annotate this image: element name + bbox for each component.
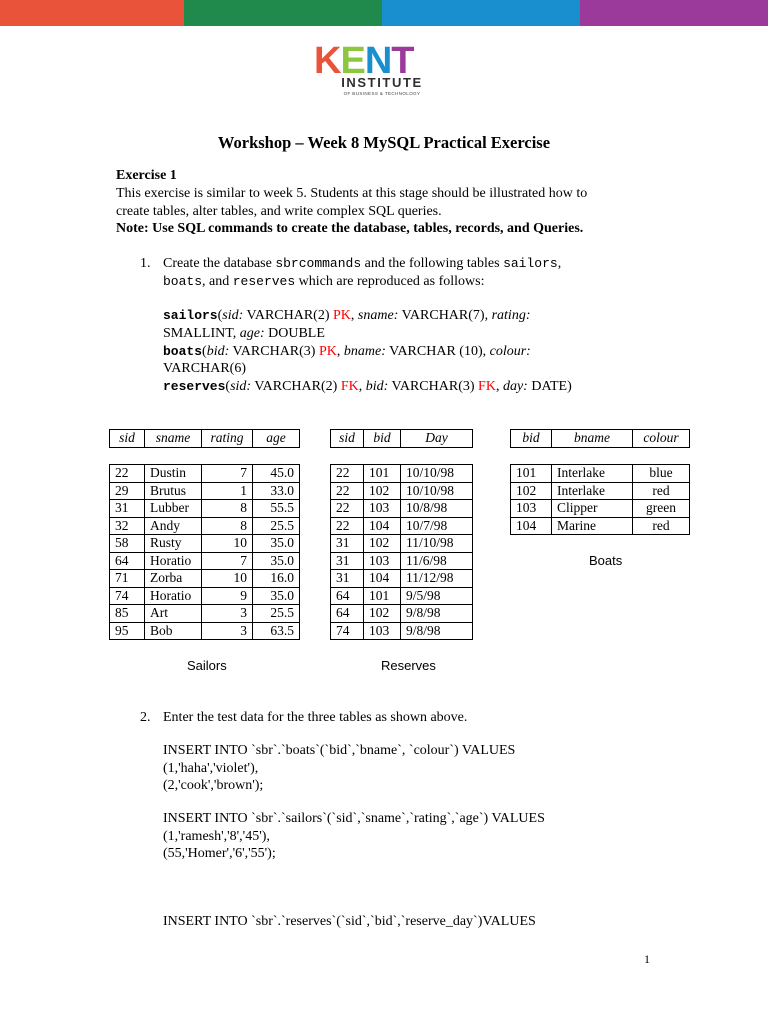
table-cell: 11/10/98: [401, 535, 473, 553]
reserves-caption: Reserves: [381, 658, 436, 673]
boats-schema-line-1: [163, 343, 531, 361]
sailors-insert-value: (1,'ramesh','8','45'),: [163, 829, 270, 844]
table-cell: 7: [202, 465, 253, 483]
step-1-text-a: Create the database: [163, 256, 276, 271]
table-cell: Bob: [145, 622, 202, 640]
table-cell: 102: [511, 482, 552, 500]
field-day: day:: [502, 379, 528, 394]
logo-letter: T: [391, 40, 414, 82]
step-1-comma: ,: [557, 256, 562, 271]
table-cell: Interlake: [552, 465, 633, 483]
logo-institute-text: INSTITUTE: [341, 75, 423, 90]
table-cell: Zorba: [145, 570, 202, 588]
table-row: [110, 605, 300, 623]
table-cell: 25.5: [253, 605, 300, 623]
step-2-number: 2.: [140, 710, 151, 725]
table-cell: 10: [202, 570, 253, 588]
table-row: [331, 465, 473, 483]
table-cell: 11/12/98: [401, 570, 473, 588]
table-cell: 10/10/98: [401, 465, 473, 483]
table-row: [110, 482, 300, 500]
boats-insert-value: (2,'cook','brown');: [163, 778, 264, 793]
table-cell: green: [633, 500, 690, 518]
field-colour: colour:: [489, 344, 531, 359]
sailors-caption: Sailors: [187, 658, 227, 673]
table-cell: 3: [202, 605, 253, 623]
table-row: [331, 570, 473, 588]
table-row: [331, 517, 473, 535]
boats-table: [510, 464, 690, 535]
table-cell: 7: [202, 552, 253, 570]
column-header: bname: [552, 430, 633, 448]
table-cell: 8: [202, 500, 253, 518]
table-cell: 85: [110, 605, 145, 623]
table-row: [511, 465, 690, 483]
type: DATE): [527, 379, 572, 394]
column-header: sid: [110, 430, 145, 448]
boats-schema-name: boats: [163, 344, 203, 359]
table-cell: 103: [364, 500, 401, 518]
page-number: 1: [644, 952, 650, 966]
column-header: Day: [401, 430, 473, 448]
table-cell: Horatio: [145, 587, 202, 605]
type: VARCHAR(2): [243, 308, 334, 323]
table-cell: red: [633, 517, 690, 535]
step-2-text: Enter the test data for the three tables as shown above.: [163, 710, 468, 725]
field-bname: bname:: [343, 344, 386, 359]
table-header-row: [110, 430, 300, 448]
table-cell: 71: [110, 570, 145, 588]
table-row: [110, 570, 300, 588]
table-cell: red: [633, 482, 690, 500]
intro-line-2: create tables, alter tables, and write complex SQL queries.: [116, 204, 442, 219]
table-cell: 8: [202, 517, 253, 535]
table-cell: 10/10/98: [401, 482, 473, 500]
pk-marker: PK: [333, 308, 351, 323]
table-row: [110, 535, 300, 553]
table-row: [110, 465, 300, 483]
table-cell: 64: [331, 587, 364, 605]
table-row: [331, 622, 473, 640]
table-row: [331, 587, 473, 605]
field-bid: bid:: [206, 344, 230, 359]
table-cell: 55.5: [253, 500, 300, 518]
table-cell: 10/7/98: [401, 517, 473, 535]
type: SMALLINT,: [163, 326, 240, 341]
boats-code: boats: [163, 274, 203, 289]
sailors-schema-line-1: [163, 307, 530, 325]
table-cell: 58: [110, 535, 145, 553]
exercise-heading: Exercise 1: [116, 168, 177, 183]
type: VARCHAR(7),: [398, 308, 492, 323]
field-rating: rating:: [491, 308, 531, 323]
table-cell: 3: [202, 622, 253, 640]
paren: (: [202, 344, 207, 359]
color-bar-segment: [184, 0, 382, 26]
table-cell: 31: [110, 500, 145, 518]
table-cell: 33.0: [253, 482, 300, 500]
logo-letter: K: [314, 40, 341, 82]
intro-line-1: This exercise is similar to week 5. Students at this stage should be illustrated how to: [116, 186, 588, 201]
table-cell: 102: [364, 605, 401, 623]
reserves-code: reserves: [232, 274, 296, 289]
table-cell: 74: [110, 587, 145, 605]
table-cell: 16.0: [253, 570, 300, 588]
table-cell: 104: [364, 517, 401, 535]
table-cell: 103: [364, 552, 401, 570]
sailors-schema-line-2: [163, 325, 325, 343]
field-age: age:: [239, 326, 265, 341]
paren: (: [225, 379, 231, 394]
step-1-text-c: , and: [202, 274, 233, 289]
table-cell: 35.0: [253, 535, 300, 553]
table-cell: 35.0: [253, 587, 300, 605]
table-cell: 64: [331, 605, 364, 623]
type: VARCHAR (10),: [385, 344, 490, 359]
boats-insert-value: (1,'haha','violet'),: [163, 761, 259, 776]
table-cell: 35.0: [253, 552, 300, 570]
note-text: : Use SQL commands to create the database, tables, records, and Queries.: [144, 221, 584, 236]
column-header: rating: [202, 430, 253, 448]
table-row: [110, 622, 300, 640]
step-1-number: 1.: [140, 256, 151, 271]
sailors-insert-value: (55,'Homer','6','55');: [163, 846, 276, 861]
table-row: [110, 517, 300, 535]
field-sname: sname:: [357, 308, 399, 323]
reserves-insert-statement: INSERT INTO `sbr`.`reserves`(`sid`,`bid`,`reserve_day`)VALUES: [163, 914, 536, 929]
column-header: colour: [633, 430, 690, 448]
logo-wordmark: [314, 40, 414, 82]
table-cell: 104: [511, 517, 552, 535]
table-row: [331, 535, 473, 553]
pk-marker: PK: [318, 344, 337, 359]
table-row: [110, 552, 300, 570]
boats-header-table: [510, 429, 690, 448]
paren: (: [217, 308, 223, 323]
field-sid: sid:: [230, 379, 252, 394]
column-header: bid: [511, 430, 552, 448]
table-cell: 9: [202, 587, 253, 605]
field-bid: bid:: [365, 379, 389, 394]
column-header: bid: [364, 430, 401, 448]
table-cell: 31: [331, 535, 364, 553]
table-cell: Interlake: [552, 482, 633, 500]
sailors-code: sailors: [503, 256, 558, 271]
table-row: [110, 587, 300, 605]
table-cell: Andy: [145, 517, 202, 535]
table-cell: 101: [364, 465, 401, 483]
table-cell: 64: [110, 552, 145, 570]
step-1-text-d: which are reproduced as follows:: [295, 274, 485, 289]
table-cell: 31: [331, 552, 364, 570]
table-cell: 31: [331, 570, 364, 588]
table-cell: 103: [364, 622, 401, 640]
sep: ,: [358, 379, 366, 394]
logo-letter: N: [364, 40, 392, 82]
table-cell: 45.0: [253, 465, 300, 483]
table-cell: Art: [145, 605, 202, 623]
table-cell: Marine: [552, 517, 633, 535]
logo-tagline: OF BUSINESS & TECHNOLOGY: [343, 91, 421, 96]
table-cell: 95: [110, 622, 145, 640]
sailors-table: [109, 464, 300, 640]
column-header: sid: [331, 430, 364, 448]
boats-caption: Boats: [589, 553, 623, 568]
table-cell: 10: [202, 535, 253, 553]
table-row: [110, 500, 300, 518]
db-name-code: sbrcommands: [275, 256, 362, 271]
table-header-row: [331, 430, 473, 448]
color-bar-segment: [0, 0, 184, 26]
table-cell: 1: [202, 482, 253, 500]
table-cell: Horatio: [145, 552, 202, 570]
table-cell: 22: [110, 465, 145, 483]
type: VARCHAR(3): [229, 344, 319, 359]
table-cell: 25.5: [253, 517, 300, 535]
sailors-header-table: [109, 429, 300, 448]
reserves-header-table: [330, 429, 473, 448]
table-cell: 102: [364, 535, 401, 553]
table-cell: Clipper: [552, 500, 633, 518]
step-1-line-1: [163, 255, 561, 273]
column-header: age: [253, 430, 300, 448]
table-cell: Lubber: [145, 500, 202, 518]
table-cell: 9/8/98: [401, 622, 473, 640]
sep: ,: [350, 308, 358, 323]
note-line: [116, 220, 583, 238]
logo-letter: E: [340, 40, 365, 82]
step-1-text-b: and the following tables: [361, 256, 504, 271]
table-cell: 22: [331, 500, 364, 518]
kent-institute-logo: [314, 40, 454, 100]
table-cell: 101: [511, 465, 552, 483]
table-row: [331, 605, 473, 623]
table-cell: 22: [331, 465, 364, 483]
table-cell: 11/6/98: [401, 552, 473, 570]
table-cell: 9/8/98: [401, 605, 473, 623]
reserves-schema-line: [163, 378, 572, 396]
color-bar-segment: [580, 0, 768, 26]
table-cell: 104: [364, 570, 401, 588]
table-cell: 22: [331, 482, 364, 500]
header-color-bar: [0, 0, 768, 26]
boats-schema-line-2: VARCHAR(6): [163, 361, 246, 376]
table-cell: 74: [331, 622, 364, 640]
note-label: Note: [116, 221, 144, 236]
column-header: sname: [145, 430, 202, 448]
table-row: [511, 517, 690, 535]
sailors-schema-name: sailors: [163, 308, 218, 323]
table-cell: Brutus: [145, 482, 202, 500]
table-cell: 9/5/98: [401, 587, 473, 605]
table-cell: 101: [364, 587, 401, 605]
step-1-line-2: [163, 273, 484, 291]
table-row: [331, 482, 473, 500]
table-row: [511, 500, 690, 518]
table-cell: 22: [331, 517, 364, 535]
sailors-insert-statement: INSERT INTO `sbr`.`sailors`(`sid`,`sname`,`rating`,`age`) VALUES: [163, 811, 545, 826]
color-bar-segment: [382, 0, 580, 26]
table-cell: 32: [110, 517, 145, 535]
fk-marker: FK: [478, 379, 496, 394]
field-sid: sid:: [222, 308, 244, 323]
reserves-table: [330, 464, 473, 640]
table-cell: Rusty: [145, 535, 202, 553]
table-row: [331, 500, 473, 518]
table-cell: 63.5: [253, 622, 300, 640]
table-cell: Dustin: [145, 465, 202, 483]
reserves-schema-name: reserves: [163, 379, 226, 394]
table-cell: 102: [364, 482, 401, 500]
type: VARCHAR(3): [388, 379, 479, 394]
type: VARCHAR(2): [251, 379, 341, 394]
table-cell: 103: [511, 500, 552, 518]
table-cell: 29: [110, 482, 145, 500]
table-header-row: [511, 430, 690, 448]
type: DOUBLE: [264, 326, 325, 341]
sep: ,: [336, 344, 344, 359]
table-row: [511, 482, 690, 500]
table-row: [331, 552, 473, 570]
document-title: Workshop – Week 8 MySQL Practical Exercise: [217, 133, 551, 152]
boats-insert-statement: INSERT INTO `sbr`.`boats`(`bid`,`bname`, `colour`) VALUES: [163, 743, 516, 758]
fk-marker: FK: [340, 379, 359, 394]
sep: ,: [495, 379, 503, 394]
table-cell: 10/8/98: [401, 500, 473, 518]
table-cell: blue: [633, 465, 690, 483]
